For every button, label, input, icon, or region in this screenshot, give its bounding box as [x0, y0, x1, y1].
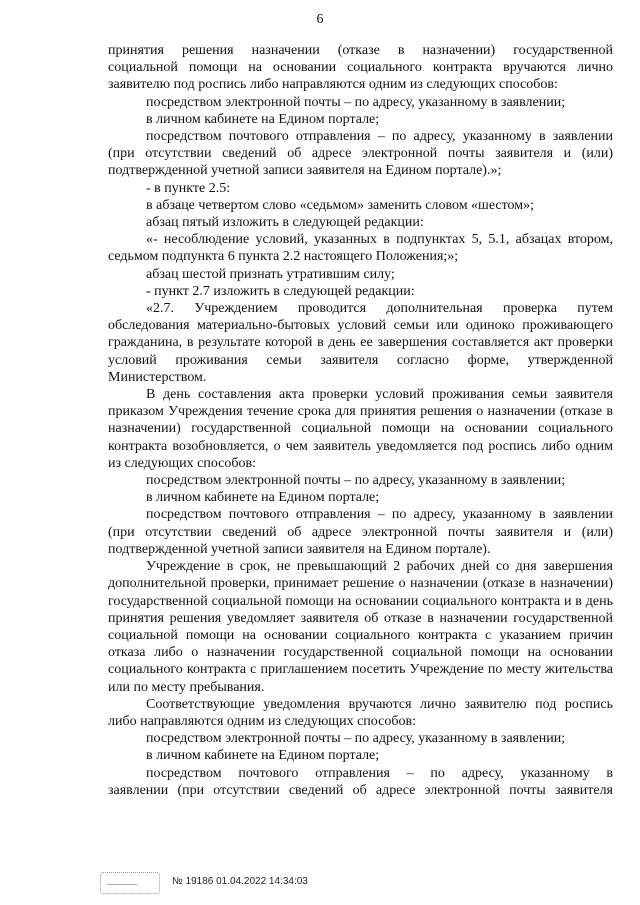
stamp-mark-icon [107, 876, 137, 885]
paragraph: - в пункте 2.5: [146, 180, 231, 196]
paragraph: заявлении (при отсутствии сведений об адресе электронной почты заявителя [108, 782, 613, 798]
paragraph: посредством электронной почты – по адресу, указанному в заявлении; [146, 473, 566, 489]
paragraph: в личном кабинете на Едином портале; [146, 490, 380, 506]
paragraph: в личном кабинете на Едином портале; [146, 748, 380, 764]
page-number: 6 [316, 12, 324, 27]
registration-footer [100, 868, 620, 896]
paragraph: посредством почтового отправления – по адресу, указанному в [146, 765, 613, 781]
paragraph: Соответствующие уведомления вручаются лично заявителю под роспись либо направляются одним из следующих способов: [108, 696, 613, 729]
paragraph: В день составления акта проверки условий проживания семьи заявителя приказом Учреждения течение срока для принятия решения о назначении (отказе в назначении) государственной социальной помощи на основании социального контракта возобновляется, о чем заявитель уведомляется под роспись либо одним из следующих способов: [108, 387, 613, 471]
paragraph: посредством электронной почты – по адресу, указанному в заявлении; [146, 94, 566, 110]
electronic-signature-stamp [100, 872, 160, 894]
paragraph: «- несоблюдение условий, указанных в подпунктах 5, 5.1, абзацах втором, седьмом подпункта 6 пункта 2.2 настоящего Положения;»; [108, 232, 613, 265]
paragraph: посредством почтового отправления – по адресу, указанному в заявлении (при отсутствии сведений об адресе электронной почты заявителя и (или) подтвержденной учетной записи заявителя на Едином портале). [108, 507, 613, 557]
paragraph: абзац шестой признать утратившим силу; [146, 266, 395, 282]
paragraph: принятия решения назначении (отказе в назначении) государственной [108, 43, 613, 58]
paragraph: Учреждение в срок, не превышающий 2 рабочих дней со дня завершения дополнительной проверки, принимает решение о назначении (отказе в назначении) государственной социальной помощи на основании социального контракта и в день принятия решения уведомляет заявителя об отказе в назначении государственной социальной помощи на основании социального контракта с указанием причин отказа либо о назначении государственной социальной помощи на основании социального контракта с приглашением посетить Учреждение по месту жительства или по месту пребывания. [108, 559, 613, 695]
document-body [108, 42, 613, 799]
paragraph: посредством электронной почты – по адресу, указанному в заявлении; [146, 731, 566, 747]
paragraph: в абзаце четвертом слово «седьмом» заменить словом «шестом»; [146, 197, 535, 213]
registration-number: № 19186 01.04.2022 14:34:03 [172, 876, 308, 887]
paragraph: абзац пятый изложить в следующей редакции: [146, 215, 424, 231]
paragraph: - пункт 2.7 изложить в следующей редакции: [146, 283, 415, 299]
paragraph: «2.7. Учреждением проводится дополнительная проверка путем обследования материально-бытовых условий семьи или одиноко проживающего гражданина, в результате которой в день ее завершения составляется акт проверки условий проживания семьи заявителя согласно форме, утвержденной Министерством. [108, 301, 613, 385]
paragraph: посредством почтового отправления – по адресу, указанному в заявлении (при отсутствии сведений об адресе электронной почты заявителя и (или) подтвержденной учетной записи заявителя на Едином портале).»; [108, 129, 613, 179]
paragraph: в личном кабинете на Едином портале; [146, 111, 380, 127]
paragraph: социальной помощи на основании социального контракта вручаются лично [108, 60, 613, 76]
paragraph: заявителю под роспись либо направляются одним из следующих способов: [108, 77, 558, 93]
